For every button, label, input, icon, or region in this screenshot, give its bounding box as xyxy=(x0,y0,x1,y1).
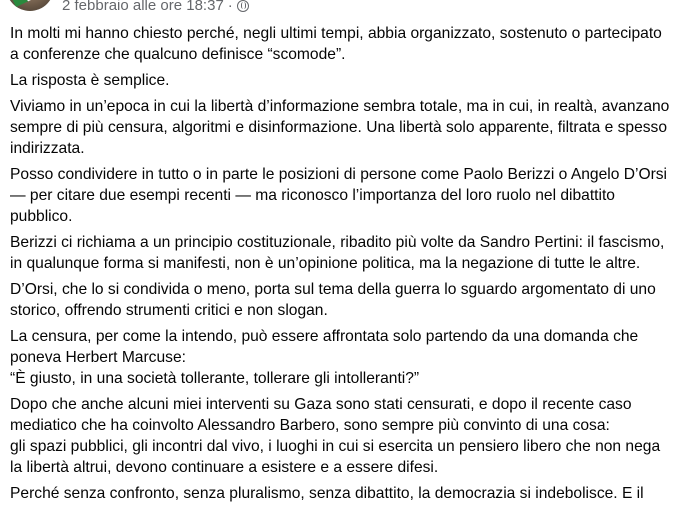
post-paragraph xyxy=(10,96,700,159)
paragraph-line: poneva Herbert Marcuse: xyxy=(10,349,186,366)
paragraph-line: in qualunque forma si manifesti, non è un’opinione politica, ma la negazione di tutte le altre. xyxy=(10,255,641,272)
post-paragraph xyxy=(10,483,700,504)
post-paragraph xyxy=(10,232,700,274)
paragraph-line: sempre di più censura, algoritmi e disinformazione. Una libertà solo apparente, filtrata e spesso xyxy=(10,119,668,136)
paragraph-line: D’Orsi, che lo si condivida o meno, porta sul tema della guerra lo sguardo argomentato di uno xyxy=(10,281,656,298)
tricolor-sash xyxy=(12,0,52,7)
paragraph-line: Posso condividere in tutto o in parte le posizioni di persone come Paolo Berizzi o Angelo D’Orsi xyxy=(10,166,668,183)
paragraph-line: gli spazi pubblici, gli incontri dal vivo, i luoghi in cui si esercita un pensiero libero che non nega xyxy=(10,438,661,455)
paragraph-line: la libertà altrui, devono continuare a esistere e a essere difesi. xyxy=(10,459,439,476)
post-paragraph xyxy=(10,279,700,321)
paragraph-line: La censura, per come la intendo, può essere affrontata solo partendo da una domanda che xyxy=(10,328,639,345)
post-paragraph xyxy=(10,326,700,389)
paragraph-line: pubblico. xyxy=(10,208,73,225)
post-body xyxy=(10,23,700,509)
meta-separator: · xyxy=(227,0,233,14)
post-meta xyxy=(62,0,249,14)
post-paragraph xyxy=(10,164,700,227)
globe-icon[interactable] xyxy=(237,0,249,12)
paragraph-line: In molti mi hanno chiesto perché, negli ultimi tempi, abbia organizzato, sostenuto o partecipato xyxy=(10,25,662,42)
post-timestamp[interactable]: 2 febbraio alle ore 18:37 xyxy=(62,0,224,14)
paragraph-line: Berizzi ci richiama a un principio costituzionale, ribadito più volte da Sandro Pertini: il fascismo, xyxy=(10,234,665,251)
paragraph-line: storico, offrendo strumenti critici e non slogan. xyxy=(10,302,328,319)
paragraph-line: — per citare due esempi recenti — ma riconosco l’importanza del loro ruolo nel dibattito xyxy=(10,187,615,204)
author-avatar[interactable] xyxy=(6,0,54,11)
post-paragraph xyxy=(10,394,700,478)
paragraph-line: mediatico che ha coinvolto Alessandro Barbero, sono sempre più convinto di una cosa: xyxy=(10,417,610,434)
paragraph-line: “È giusto, in una società tollerante, tollerare gli intolleranti?” xyxy=(10,370,420,387)
post-paragraph xyxy=(10,70,700,91)
paragraph-line: La risposta è semplice. xyxy=(10,72,170,89)
paragraph-line: Viviamo in un’epoca in cui la libertà d’informazione sembra totale, ma in cui, in realtà, avanzano xyxy=(10,98,670,115)
paragraph-line: a conferenze che qualcuno definisce “scomode”. xyxy=(10,46,346,63)
post-paragraph xyxy=(10,23,700,65)
paragraph-line: indirizzata. xyxy=(10,140,85,157)
paragraph-line: Perché senza confronto, senza pluralismo, senza dibattito, la democrazia si indebolisce. E il xyxy=(10,485,644,502)
paragraph-line: Dopo che anche alcuni miei interventi su Gaza sono stati censurati, e dopo il recente caso xyxy=(10,396,632,413)
